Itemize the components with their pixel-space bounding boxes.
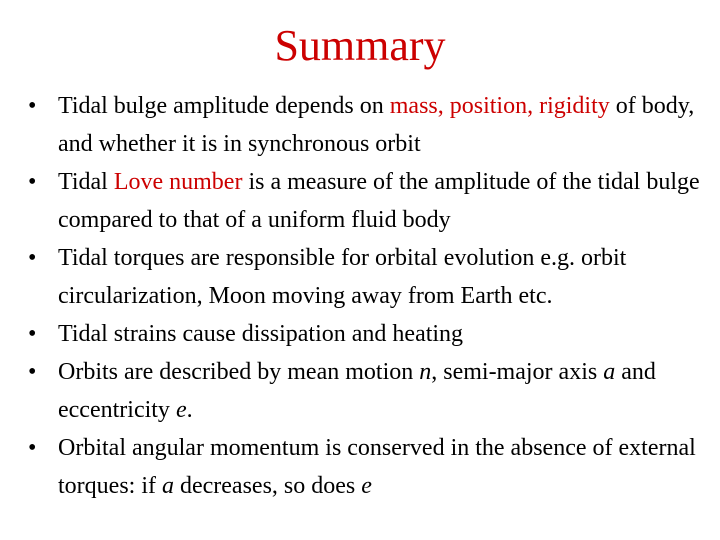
bullet-text: and eccentricity xyxy=(58,359,656,423)
bullet-point-icon: • xyxy=(28,169,37,195)
bullet-list xyxy=(28,87,708,505)
bullet-point-icon: • xyxy=(28,93,37,119)
bullet-text: Orbital angular momentum is conserved in the absence of external torques: if xyxy=(58,435,696,499)
italic-symbol: n xyxy=(419,359,432,385)
bullet-text: decreases, so does xyxy=(173,473,362,499)
bullet-text: of body, and whether it is in synchronous orbit xyxy=(58,93,695,157)
italic-symbol: e xyxy=(175,397,187,423)
bullet-text: Orbits are described by mean motion xyxy=(58,359,420,385)
bullet-point-icon: • xyxy=(28,435,37,461)
bullet-text: , semi-major axis xyxy=(431,359,604,385)
highlighted-term: mass, position, rigidity xyxy=(389,93,610,119)
highlighted-term: Love number xyxy=(113,169,243,195)
italic-symbol: a xyxy=(161,473,174,499)
bullet-text: Tidal strains cause dissipation and heating xyxy=(58,321,464,347)
bullet-item xyxy=(28,429,708,505)
bullet-item xyxy=(28,163,708,239)
bullet-text: Tidal torques are responsible for orbital evolution e.g. orbit circularization, Moon moving away from Earth etc. xyxy=(58,245,627,309)
slide-title: Summary xyxy=(274,21,446,70)
italic-symbol: a xyxy=(603,359,616,385)
italic-symbol: e xyxy=(361,473,372,499)
bullet-text: Tidal xyxy=(58,169,114,195)
bullet-item xyxy=(28,353,708,429)
bullet-item xyxy=(28,87,708,163)
bullet-item xyxy=(28,239,708,315)
bullet-text: Tidal bulge amplitude depends on xyxy=(58,93,390,119)
bullet-text: . xyxy=(186,397,193,423)
bullet-point-icon: • xyxy=(28,245,37,271)
bullet-text: is a measure of the amplitude of the tidal bulge compared to that of a uniform fluid body xyxy=(58,169,700,233)
bullet-item xyxy=(28,315,708,353)
bullet-point-icon: • xyxy=(28,321,37,347)
bullet-point-icon: • xyxy=(28,359,37,385)
